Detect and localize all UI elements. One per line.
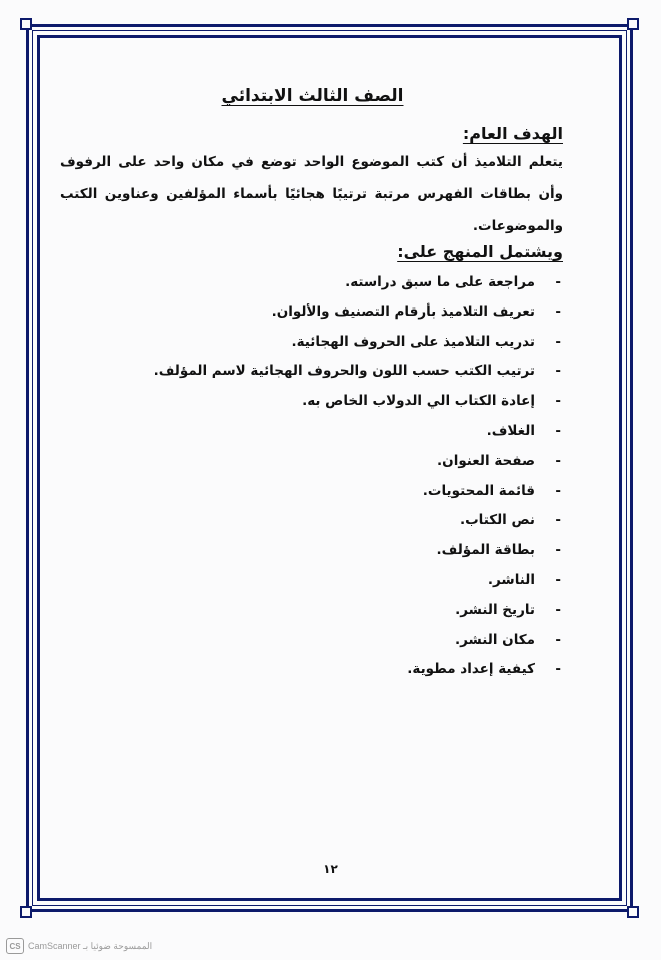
list-item [60, 423, 561, 453]
list-item [60, 512, 561, 542]
list-bullet: - [555, 571, 561, 588]
frame-corner-top-right [627, 18, 639, 30]
list-item [60, 334, 561, 364]
camscanner-logo-icon: CS [6, 938, 24, 954]
list-item-text: الناشر. [487, 571, 535, 588]
list-bullet: - [555, 274, 561, 290]
list-bullet: - [555, 393, 561, 410]
list-bullet: - [555, 631, 561, 648]
list-bullet: - [555, 452, 561, 469]
list-item [60, 632, 561, 662]
list-item [60, 274, 561, 304]
list-item-text: صفحة العنوان. [437, 452, 535, 469]
list-item-text: الغلاف. [486, 422, 535, 439]
list-bullet: - [555, 363, 561, 380]
curriculum-list [60, 274, 561, 691]
goal-paragraph: يتعلم التلاميذ أن كتب الموضوع الواحد توضع في مكان واحد على الرفوف وأن بطاقات الفهرس مرتبة ترتيبًا هجائيًا بأسماء المؤلفين وعناوين الكتب والموضوعات. [60, 154, 563, 234]
list-item [60, 393, 561, 423]
list-bullet: - [555, 601, 561, 618]
list-item-text: تعريف التلاميذ بأرقام التصنيف والألوان. [271, 303, 535, 320]
list-item-text: تاريخ النشر. [455, 601, 535, 618]
list-item-text: نص الكتاب. [459, 512, 535, 529]
list-item [60, 602, 561, 632]
list-item-text: ترتيب الكتب حسب اللون والحروف الهجائية لاسم المؤلف. [153, 363, 535, 380]
list-item [60, 363, 561, 393]
page-title: الصف الثالث الابتدائي [221, 86, 404, 106]
list-bullet: - [555, 512, 561, 529]
list-item [60, 542, 561, 572]
list-bullet: - [555, 333, 561, 350]
camscanner-watermark [6, 937, 152, 955]
list-bullet: - [555, 482, 561, 499]
list-bullet: - [555, 542, 561, 559]
list-item [60, 453, 561, 483]
list-item-text: كيفية إعداد مطوية. [407, 661, 535, 678]
page-number: ١٢ [323, 862, 338, 876]
list-item-text: تدريب التلاميذ على الحروف الهجائية. [291, 333, 535, 350]
list-item-text: بطاقة المؤلف. [436, 542, 535, 559]
list-item-text: مكان النشر. [455, 631, 535, 648]
list-bullet: - [555, 303, 561, 320]
list-item-text: إعادة الكتاب الي الدولاب الخاص به. [302, 393, 535, 410]
frame-corner-top-left [20, 18, 32, 30]
goal-heading: الهدف العام: [462, 124, 563, 143]
list-item [60, 483, 561, 513]
frame-corner-bottom-right [627, 906, 639, 918]
list-item [60, 572, 561, 602]
list-item [60, 661, 561, 691]
curriculum-heading: ويشتمل المنهج على: [397, 242, 563, 261]
frame-corner-bottom-left [20, 906, 32, 918]
list-item-text: مراجعة على ما سبق دراسته. [345, 274, 535, 290]
list-item [60, 304, 561, 334]
list-bullet: - [555, 422, 561, 439]
list-bullet: - [555, 661, 561, 678]
list-item-text: قائمة المحتويات. [422, 482, 535, 499]
camscanner-text: CamScanner الممسوحة ضوئيا بـ [28, 940, 153, 951]
